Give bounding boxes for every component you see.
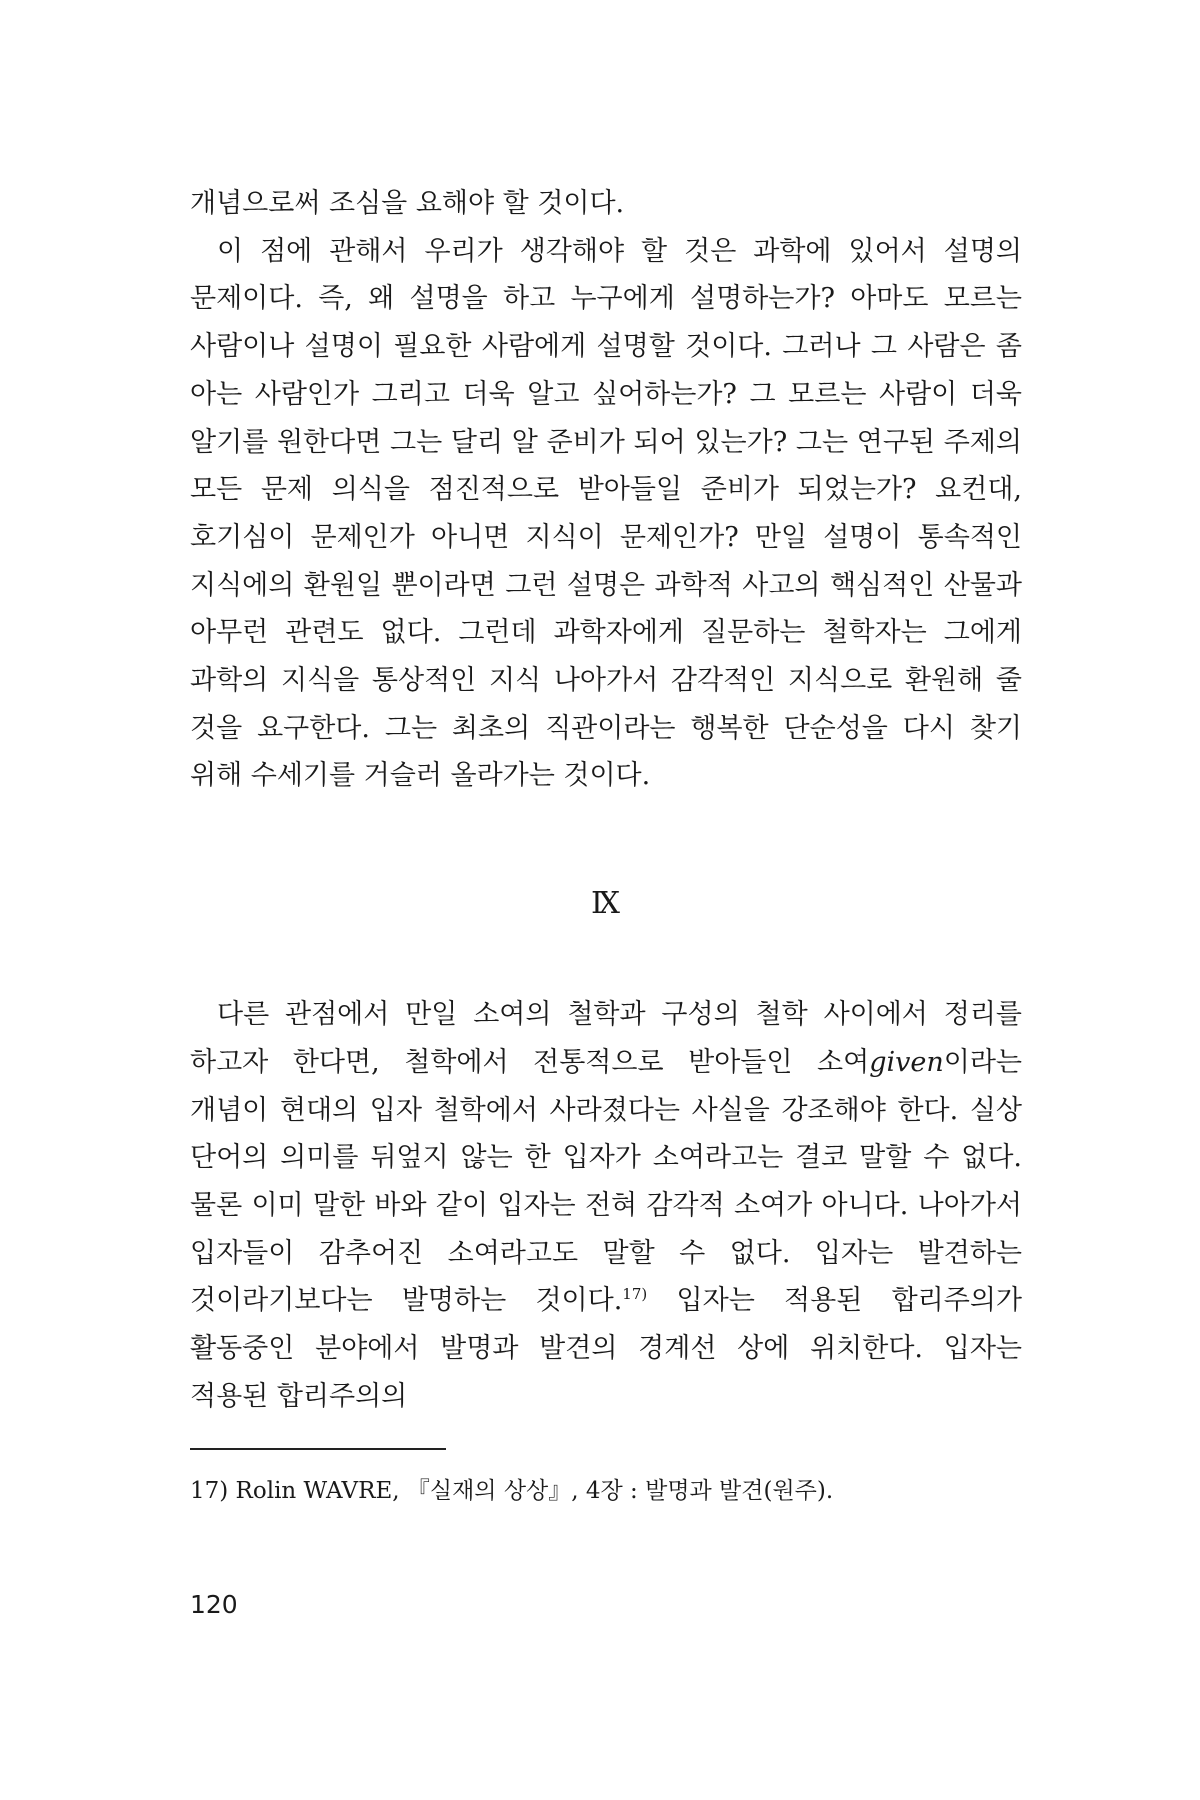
footnote-divider	[190, 1448, 446, 1450]
paragraph-continuation: 개념으로써 조심을 요해야 할 것이다.	[190, 188, 625, 219]
paragraph-text-part-2: 이라는 개념이 현대의 입자 철학에서 사라졌다는 사실을 강조해야 한다. 실상 단어의 의미를 뒤엎지 않는 한 입자가 소여라고는 결코 말할 수 없다. 물론 이미 말한 바와 같이 입자는 전혀 감각적 소여가 아니다. 나아가서 입자들이 감추어진 소여라고도 말할 수 없다. 입자는 발견하는 것이라기보다는 발명하는 것이다.	[190, 1046, 1022, 1317]
paragraph-text-part-3: 입자는 적용된 합리주의가 활동중인 분야에서 발명과 발견의 경계선 상에 위치한다. 입자는 적용된 합리주의의	[190, 1285, 1022, 1412]
footnote: 17) Rolin WAVRE, 『실재의 상상』, 4장 : 발명과 발견(원주).	[190, 1478, 834, 1505]
section-heading: Ⅸ	[591, 886, 621, 922]
paragraph-text-part-1: 다른 관점에서 만일 소여의 철학과 구성의 철학 사이에서 정리를 하고자 한다면, 철학에서 전통적으로 받아들인 소여	[190, 999, 1022, 1078]
paragraph-italic-term: given	[869, 1046, 944, 1078]
footnote-reference: 17)	[622, 1285, 648, 1304]
page-number: 120	[190, 1590, 238, 1619]
paragraph-explanation: 이 점에 관해서 우리가 생각해야 할 것은 과학에 있어서 설명의 문제이다. 즉, 왜 설명을 하고 누구에게 설명하는가? 아마도 모르는 사람이나 설명이 필요한 사람에게 설명할 것이다. 그러나 그 사람은 좀 아는 사람인가 그리고 더욱 알고 싶어하는가? 그 모르는 사람이 더욱 알기를 원한다면 그는 달리 알 준비가 되어 있는가? 그는 연구된 주제의 모든 문제 의식을 점진적으로 받아들일 준비가 되었는가? 요컨대, 호기심이 문제인가 아니면 지식이 문제인가? 만일 설명이 통속적인 지식에의 환원일 뿐이라면 그런 설명은 과학적 사고의 핵심적인 산물과 아무런 관련도 없다. 그런데 과학자에게 질문하는 철학자는 그에게 과학의 지식을 통상적인 지식 나아가서 감각적인 지식으로 환원해 줄 것을 요구한다. 그는 최초의 직관이라는 행복한 단순성을 다시 찾기 위해 수세기를 거슬러 올라가는 것이다.	[190, 235, 1022, 792]
page-body	[190, 180, 1022, 1506]
paragraph-section-nine	[190, 991, 1022, 1420]
